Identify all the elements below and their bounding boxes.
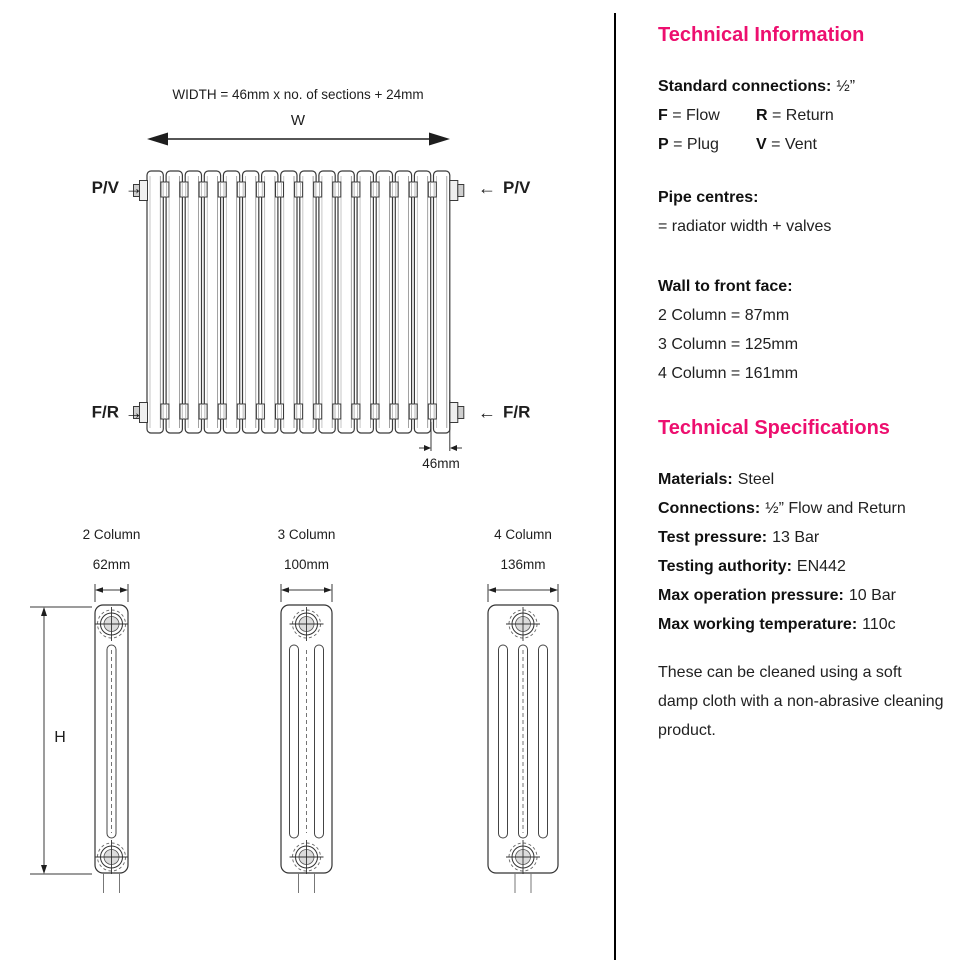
arrow-right-icon: → — [125, 178, 143, 198]
legend-key: V — [756, 136, 767, 153]
top-nipples — [161, 182, 436, 197]
spec-row-connections: Connections: ½” Flow and Return — [658, 500, 906, 517]
pv-label-right: P/V — [503, 178, 531, 197]
legend-value: = Plug — [673, 136, 719, 153]
legend-key: P — [658, 136, 669, 153]
side-view-width-dimension — [281, 584, 332, 602]
pv-label-left: P/V — [91, 178, 119, 197]
fr-label-left: F/R — [91, 402, 119, 422]
side-view-title: 3 Column — [277, 527, 336, 542]
spec-row-testing-authority: Testing authority: EN442 — [658, 558, 846, 575]
side-view-title: 2 Column — [82, 527, 141, 542]
side-view-width-dimension — [488, 584, 558, 602]
arrow-left-icon: ← — [478, 402, 496, 423]
arrow-right-icon: → — [125, 402, 143, 423]
side-view-3-column — [278, 527, 336, 893]
legend-key: R — [756, 107, 768, 124]
radiator-front-view — [92, 87, 531, 471]
pipe-centres-value: = radiator width + valves — [658, 218, 832, 235]
height-label: H — [54, 729, 66, 746]
legend-value: = Vent — [771, 136, 817, 153]
pipe-centres-label: Pipe centres: — [658, 189, 759, 206]
width-dimension-arrow — [147, 133, 450, 146]
side-view-width-text: 62mm — [92, 557, 131, 572]
arrow-left-icon: ← — [478, 178, 496, 198]
wall-value-3-column: 3 Column = 125mm — [658, 336, 799, 353]
wall-value-4-column: 4 Column = 161mm — [658, 365, 799, 382]
side-view-2-column — [83, 527, 141, 893]
spec-row-test-pressure: Test pressure: 13 Bar — [658, 529, 820, 546]
technical-information-title: Technical Information — [658, 24, 865, 46]
standard-connections-value: ½” — [836, 78, 856, 95]
wall-to-front-face-block — [658, 272, 962, 388]
width-formula-text: WIDTH = 46mm x no. of sections + 24mm — [172, 87, 424, 102]
side-view-width-text: 136mm — [500, 557, 546, 572]
wall-label: Wall to front face: — [658, 278, 793, 295]
legend-value: = Return — [772, 107, 834, 124]
cleaning-note: These can be cleaned using a soft damp cloth with a non-abrasive cleaning product. — [658, 664, 944, 739]
info-column — [658, 0, 962, 761]
pipe-stubs — [104, 873, 120, 893]
legend-row — [658, 130, 962, 159]
spec-row-max-operation-pressure: Max operation pressure: 10 Bar — [658, 587, 896, 604]
spec-rows — [658, 465, 962, 639]
pipe-stubs — [515, 873, 531, 893]
standard-connections-label: Standard connections: — [658, 78, 832, 95]
side-view-width-text: 100mm — [283, 557, 330, 572]
standard-connections-line — [658, 72, 962, 101]
pipe-stubs — [299, 873, 315, 893]
section-width-text: 46mm — [422, 456, 460, 471]
spec-row-max-working-temperature: Max working temperature: 110c — [658, 616, 896, 633]
fr-label-right: F/R — [503, 402, 531, 422]
legend-value: = Flow — [672, 107, 720, 124]
side-view-4-column — [488, 527, 558, 893]
width-arrow-label: W — [290, 112, 306, 129]
height-dimension — [30, 607, 92, 874]
wall-value-2-column: 2 Column = 87mm — [658, 307, 790, 324]
side-view-title: 4 Column — [494, 527, 552, 542]
pipe-centres-block — [658, 183, 962, 241]
legend-key: F — [658, 107, 668, 124]
spec-row-materials: Materials: Steel — [658, 471, 775, 488]
legend-row — [658, 101, 962, 130]
bottom-nipples — [161, 404, 436, 419]
technical-specifications-title: Technical Specifications — [658, 417, 890, 439]
side-view-width-dimension — [95, 584, 128, 602]
radiator-sections — [147, 171, 450, 433]
connection-legend — [658, 101, 962, 159]
